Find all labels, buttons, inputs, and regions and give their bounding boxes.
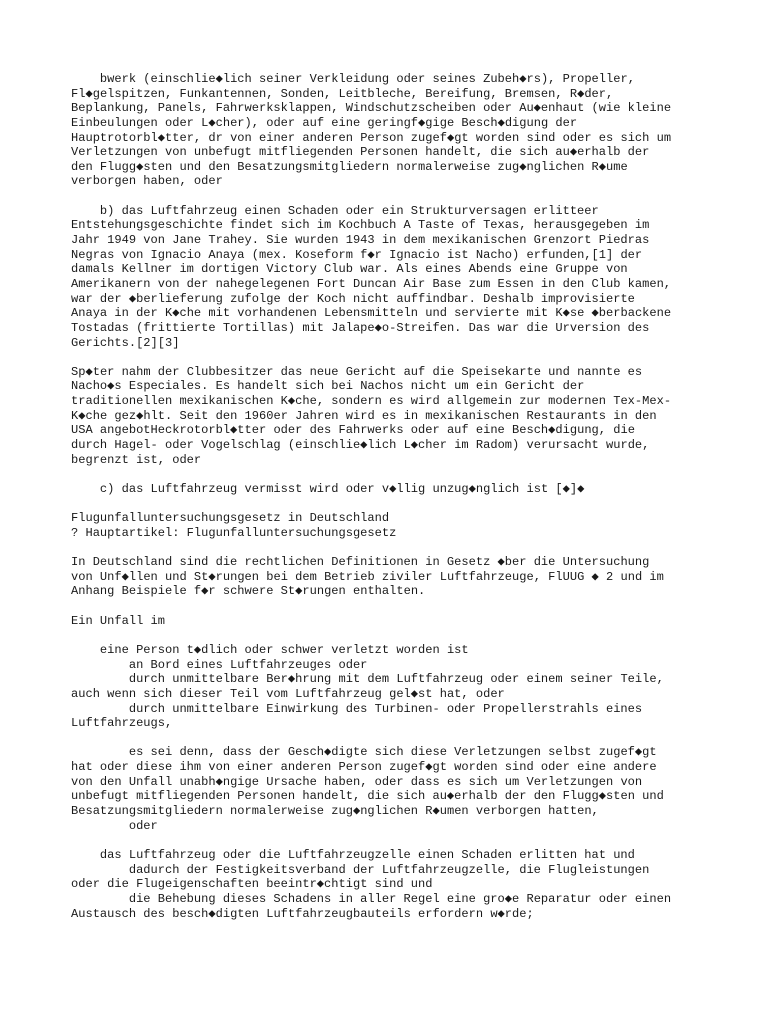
text-line: auch wenn sich dieser Teil vom Luftfahrzeug gel◆st hat, oder	[71, 686, 505, 701]
text-line: es sei denn, dass der Gesch◆digte sich diese Verletzungen selbst zugef◆gt	[71, 745, 657, 760]
blank-line	[71, 628, 712, 643]
blank-line	[71, 599, 712, 614]
text-line: Sp◆ter nahm der Clubbesitzer das neue Gericht auf die Speisekarte und nannte es	[71, 364, 643, 379]
text-line: traditionellen mexikanischen K◆che, sondern es wird allgemein zur modernen Tex-Mex-	[71, 394, 672, 409]
text-line: Besatzungsmitgliedern normalerweise zug◆nglichen R◆umen verborgen hatten,	[71, 804, 599, 819]
text-line: Nacho◆s Especiales. Es handelt sich bei Nachos nicht um ein Gericht der	[71, 379, 585, 394]
blank-line	[71, 497, 712, 512]
text-line: Anhang Beispiele f◆r schwere St◆rungen enthalten.	[71, 584, 426, 599]
text-line: c) das Luftfahrzeug vermisst wird oder v◆llig unzug◆nglich ist [◆]◆	[71, 481, 585, 496]
text-line: Amerikanern von der nahegelegenen Fort Duncan Air Base zum Essen in den Club kamen,	[71, 276, 672, 291]
text-line: oder die Flugeigenschaften beeintr◆chtigt sind und	[71, 877, 433, 892]
text-line: von den Unfall unabh◆ngige Ursache haben, oder dass es sich um Verletzungen von	[71, 774, 643, 789]
text-line: oder	[71, 818, 158, 833]
text-line: durch unmittelbare Einwirkung des Turbinen- oder Propellerstrahls eines	[71, 701, 643, 716]
text-line: Luftfahrzeugs,	[71, 716, 173, 731]
text-line: Negras von Ignacio Anaya (mex. Koseform f◆r Ignacio ist Nacho) erfunden,[1] der	[71, 247, 643, 262]
blank-line	[71, 833, 712, 848]
text-line: dadurch der Festigkeitsverband der Luftfahrzeugzelle, die Flugleistungen	[71, 862, 650, 877]
text-line: das Luftfahrzeug oder die Luftfahrzeugzelle einen Schaden erlitten hat und	[71, 847, 635, 862]
text-line: Flugunfalluntersuchungsgesetz in Deutschland	[71, 511, 390, 526]
document-text	[71, 72, 712, 921]
text-line: Entstehungsgeschichte findet sich im Kochbuch A Taste of Texas, herausgegeben im	[71, 218, 650, 233]
blank-line	[71, 467, 712, 482]
text-line: durch Hagel- oder Vogelschlag (einschlie◆lich L◆cher im Radom) verursacht wurde,	[71, 438, 650, 453]
text-line: den Flugg◆sten und den Besatzungsmitgliedern normalerweise zug◆nglichen R◆ume	[71, 159, 628, 174]
text-line: Austausch des besch◆digten Luftfahrzeugbauteils erfordern w◆rde;	[71, 906, 534, 921]
text-line: Ein Unfall im	[71, 613, 165, 628]
text-line: Fl◆gelspitzen, Funkantennen, Sonden, Leitbleche, Bereifung, Bremsen, R◆der,	[71, 86, 614, 101]
text-line: Beplankung, Panels, Fahrwerksklappen, Windschutzscheiben oder Au◆enhaut (wie kleine	[71, 101, 672, 116]
text-line: durch unmittelbare Ber◆hrung mit dem Luftfahrzeug oder einem seiner Teile,	[71, 672, 664, 687]
text-line: an Bord eines Luftfahrzeuges oder	[71, 657, 368, 672]
text-line: hat oder diese ihm von einer anderen Person zugef◆gt worden sind oder eine andere	[71, 760, 657, 775]
text-line: damals Kellner im dortigen Victory Club war. Als eines Abends eine Gruppe von	[71, 262, 628, 277]
text-line: Anaya in der K◆che mit vorhandenen Lebensmitteln und servierte mit K◆se ◆berbackene	[71, 306, 672, 321]
text-line: verborgen haben, oder	[71, 174, 223, 189]
text-line: Tostadas (frittierte Tortillas) mit Jalape◆o-Streifen. Das war die Urversion des	[71, 320, 650, 335]
text-line: begrenzt ist, oder	[71, 452, 202, 467]
text-line: unbefugt mitfliegenden Personen handelt, die sich au◆erhalb der den Flugg◆sten und	[71, 789, 664, 804]
text-line: die Behebung dieses Schadens in aller Regel eine gro◆e Reparatur oder einen	[71, 891, 672, 906]
blank-line	[71, 541, 712, 556]
text-line: ? Hauptartikel: Flugunfalluntersuchungsgesetz	[71, 525, 397, 540]
text-line: eine Person t◆dlich oder schwer verletzt worden ist	[71, 642, 469, 657]
text-line: Gerichts.[2][3]	[71, 335, 180, 350]
text-line: Hauptrotorbl◆tter, dr von einer anderen Person zugef◆gt worden sind oder es sich um	[71, 130, 672, 145]
text-line: Jahr 1949 von Jane Trahey. Sie wurden 1943 in dem mexikanischen Grenzort Piedras	[71, 233, 650, 248]
text-line: war der ◆berlieferung zufolge der Koch nicht auffindbar. Deshalb improvisierte	[71, 291, 635, 306]
text-line: b) das Luftfahrzeug einen Schaden oder ein Strukturversagen erlitteer	[71, 203, 599, 218]
text-line: In Deutschland sind die rechtlichen Definitionen in Gesetz ◆ber die Untersuchung	[71, 555, 650, 570]
text-line: K◆che gez◆hlt. Seit den 1960er Jahren wird es in mexikanischen Restaurants in den	[71, 408, 657, 423]
text-line: Verletzungen von unbefugt mitfliegenden Personen handelt, die sich au◆erhalb der	[71, 145, 650, 160]
blank-line	[71, 731, 712, 746]
blank-line	[71, 189, 712, 204]
text-line: von Unf◆llen und St◆rungen bei dem Betrieb ziviler Luftfahrzeuge, FlUUG ◆ 2 und im	[71, 569, 664, 584]
text-line: bwerk (einschlie◆lich seiner Verkleidung oder seines Zubeh◆rs), Propeller,	[71, 72, 635, 86]
text-line: Einbeulungen oder L◆cher), oder auf eine geringf◆gige Besch◆digung der	[71, 115, 578, 130]
blank-line	[71, 350, 712, 365]
text-line: USA angebotHeckrotorbl◆tter oder des Fahrwerks oder auf eine Besch◆digung, die	[71, 423, 635, 438]
